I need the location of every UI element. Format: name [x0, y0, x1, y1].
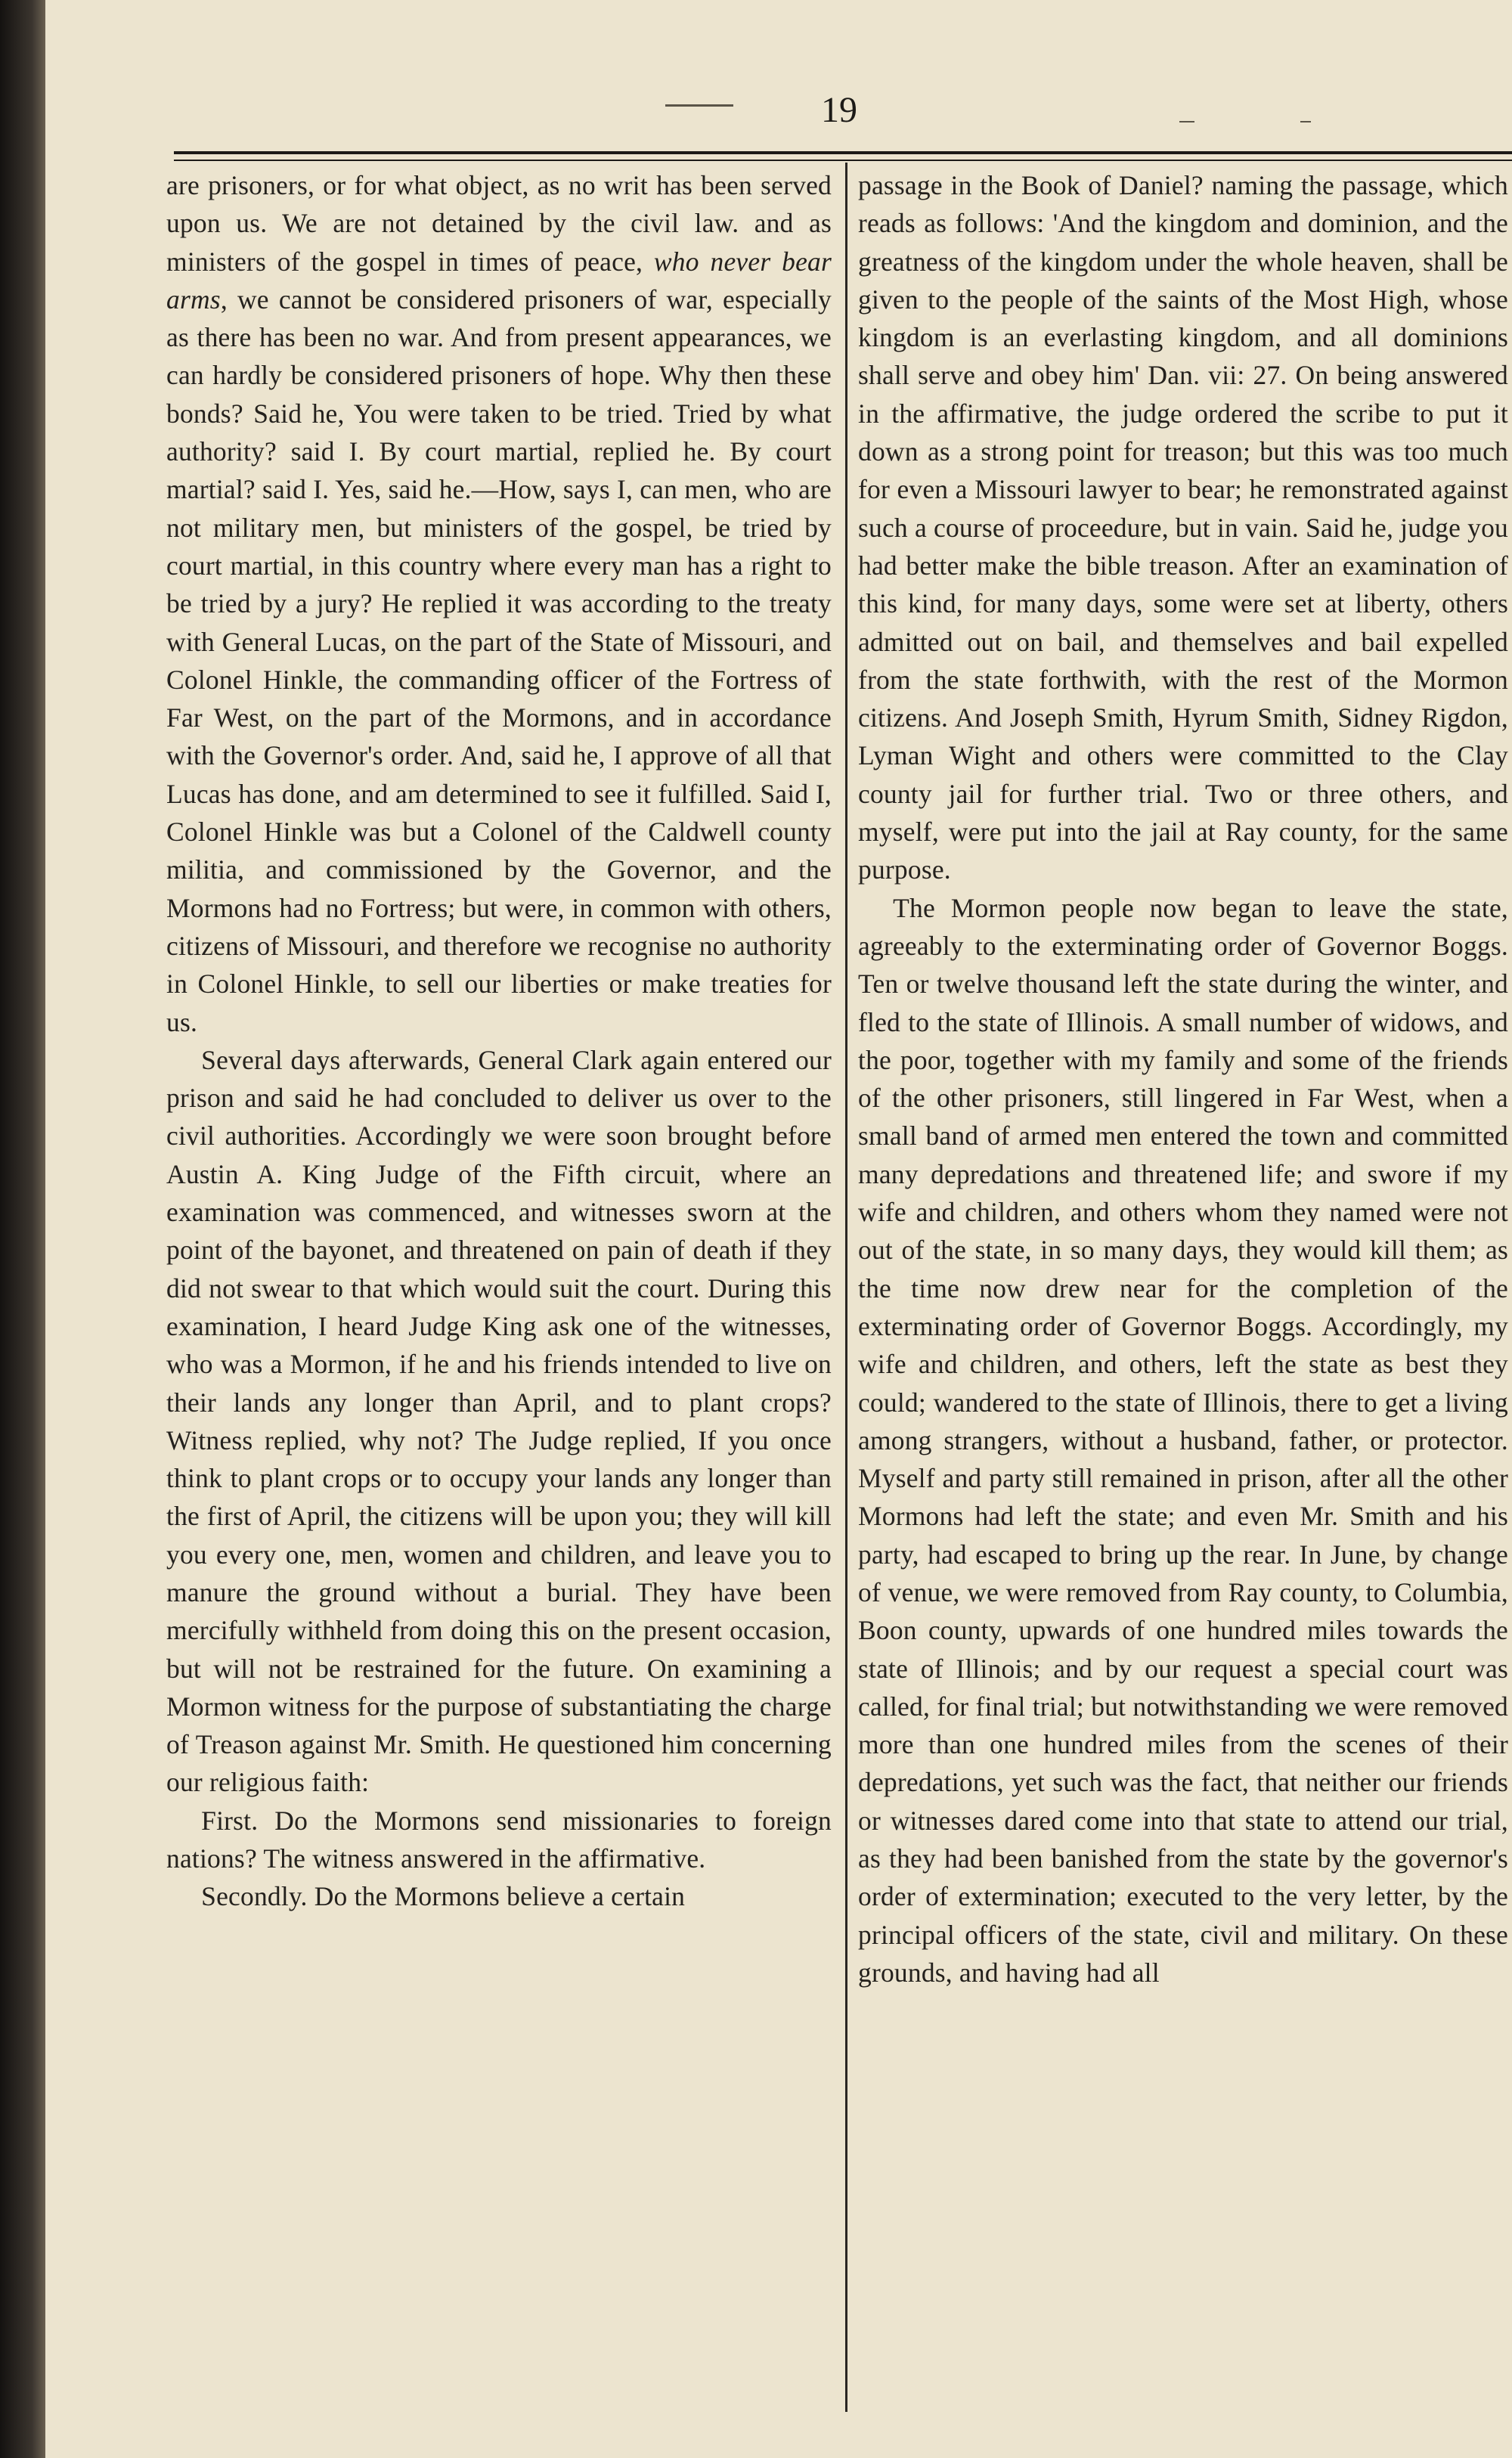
left-paragraph-2: Several days afterwards, General Clark again entered our prison and said he had concluded to deliver us over to the civil authorities. Accordingly we were soon brought before Austin A. King Judge of the Fifth circuit, where an examination was commenced, and witnesses sworn at the point of the bayonet, and threatened on pain of death if they did not swear to that which would suit the court. During this examination, I heard Judge King ask one of the witnesses, who was a Mormon, if he and his friends intended to live on their lands any longer than April, and to plant crops? Witness replied, why not? The Judge replied, If you once think to plant crops or to occupy your lands any longer than the first of April, the citizens will be upon you; they will kill you every one, men, women and children, and leave you to manure the ground without a burial. They have been mercifully withheld from doing this on the present occasion, but will not be restrained for the future. On examining a Mormon witness for the purpose of substantiating the charge of Treason against Mr. Smith. He questioned him concerning our religious faith:	[166, 1044, 832, 1798]
left-paragraph-3: First. Do the Mormons send missionaries to foreign nations? The witness answered in the affirmative.	[166, 1805, 832, 1874]
left-paragraph-4: Secondly. Do the Mormons believe a certain	[201, 1881, 686, 1912]
left-paragraph-1-italic: who never bear arms	[166, 246, 832, 315]
right-paragraph-2: The Mormon people now began to leave the state, agreeably to the exterminating order of Governor Boggs. Ten or twelve thousand left the state during the winter, and fled to the state of Illinois. A small number of widows, and the poor, together with my family and some of the friends of the other prisoners, still lingered in Far West, when a small band of armed men entered the town and committed many depredations and threatened life; and swore if my wife and children, and others whom they named were not out of the state, in so many days, they would kill them; as the time now drew near for the completion of the exterminating order of Governor Boggs. Accordingly, my wife and children, and others, left the state as best they could; wandered to the state of Illinois, there to get a living among strangers, without a husband, father, or protector. Myself and party still remained in prison, after all the other Mormons had left the state; and even Mr. Smith and his party, had escaped to bring up the rear. In June, by change of venue, we were removed from Ray county, to Columbia, Boon county, upwards of one hundred miles towards the state of Illinois; and by our request a special court was called, for final trial; but notwithstanding we were removed more than one hundred miles from the scenes of their depredations, yet such was the fact, that neither our friends or witnesses dared come into that state to attend our trial, as they had been banished from the state by the governor's order of extermination; executed to the very letter, by the principal officers of the state, civil and military. On these grounds, and having had all	[858, 892, 1508, 1988]
book-page	[45, 0, 1512, 2458]
header-ornament-left	[665, 104, 733, 107]
page-gutter-shadow	[0, 0, 45, 2458]
right-paragraph-1: passage in the Book of Daniel? naming the passage, which reads as follows: 'And the kingdom and dominion, and the greatness of the kingdom under the whole heaven, shall be given to the people of the saints of the Most High, whose kingdom is an everlasting kingdom, and all dominions shall serve and obey him' Dan. vii: 27. On being answered in the affirmative, the judge ordered the scribe to put it down as a strong point for treason; but this was too much for even a Missouri lawyer to bear; he remonstrated against such a course of proceedure, but in vain. Said he, judge you had better make the bible treason. After an examination of this kind, for many days, some were set at liberty, others admitted out on bail, and themselves and bail expelled from the state forthwith, with the rest of the Mormon citizens. And Joseph Smith, Hyrum Smith, Sidney Rigdon, Lyman Wight and others were committed to the Clay county jail for further trial. Two or three others, and myself, were put into the jail at Ray county, for the same purpose.	[858, 170, 1508, 885]
left-column	[166, 166, 832, 1916]
column-divider	[845, 163, 847, 2412]
right-column	[858, 166, 1508, 1992]
header-rule	[174, 151, 1512, 161]
header-ornament-mark-2	[1300, 121, 1311, 122]
header-ornament-mark	[1179, 121, 1194, 122]
left-paragraph-1	[166, 166, 832, 1041]
left-paragraph-1-text-a: are prisoners, or for what object, as no writ has been served upon us. We are not detained by the civil law. and as ministers of the gospel in times of peace,	[166, 170, 832, 277]
left-paragraph-1-text-b: , we cannot be considered prisoners of war, especially as there has been no war. And from present appearances, we can hardly be considered prisoners of hope. Why then these bonds? Said he, You were taken to be tried. Tried by what authority? said I. By court martial, replied he. By court martial? said I. Yes, said he.—How, says I, can men, who are not military men, but ministers of the gospel, be tried by court martial, in this country where every man has a right to be tried by a jury? He replied it was according to the treaty with General Lucas, on the part of the State of Missouri, and Colonel Hinkle, the commanding officer of the Fortress of Far West, on the part of the Mormons, and in accordance with the Governor's order. And, said he, I approve of all that Lucas has done, and am determined to see it fulfilled. Said I, Colonel Hinkle was but a Colonel of the Caldwell county militia, and commissioned by the Governor, and the Mormons had no Fortress; but were, in common with others, citizens of Missouri, and therefore we recognise no authority in Colonel Hinkle, to sell our liberties or make treaties for us.	[166, 284, 832, 1037]
page-number: 19	[821, 90, 857, 130]
